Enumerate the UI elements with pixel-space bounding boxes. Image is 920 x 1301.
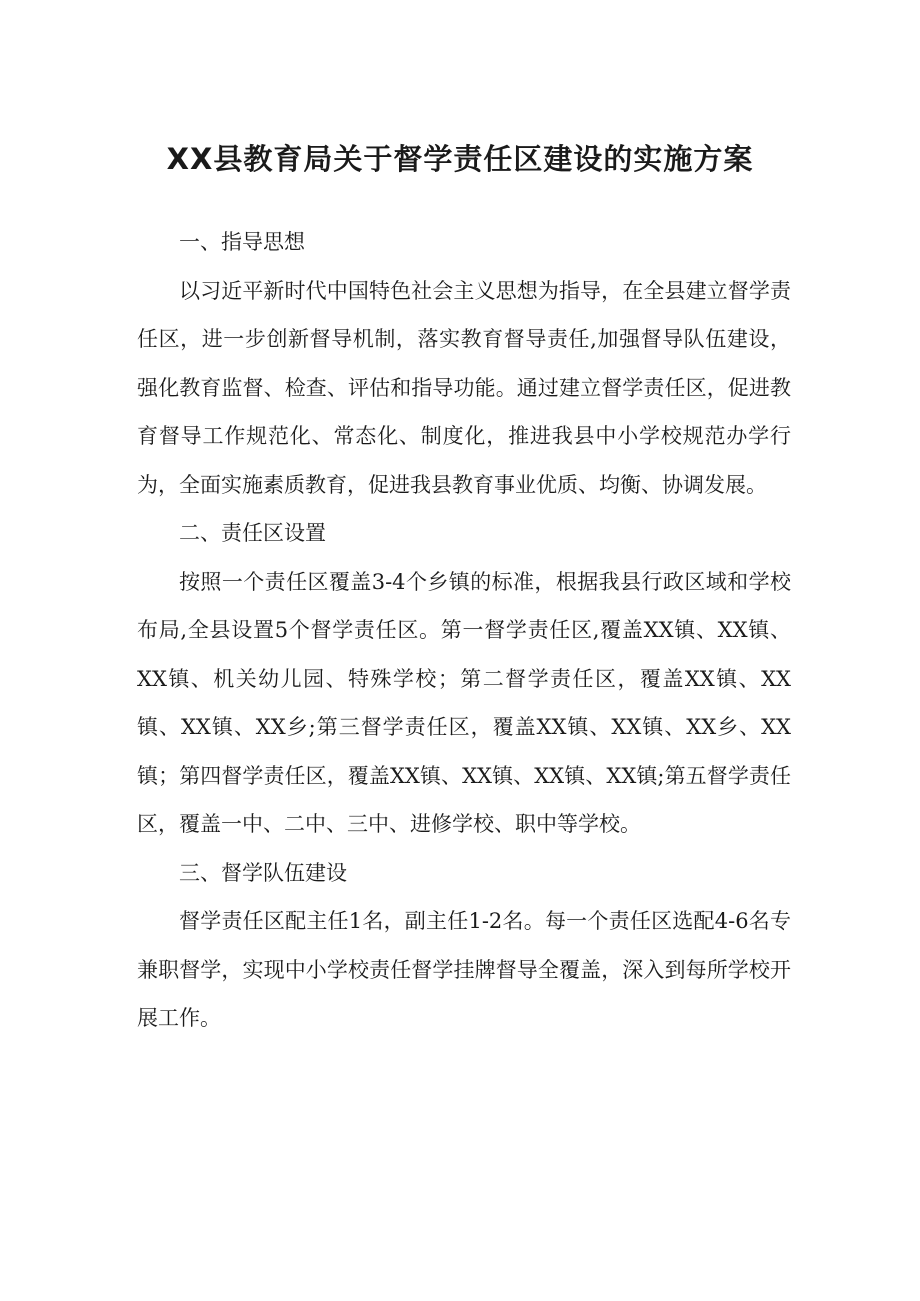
- section-paragraph-team-building: 督学责任区配主任1名，副主任1-2名。每一个责任区选配4-6名专兼职督学，实现中小学校责任督学挂牌督导全覆盖，深入到每所学校开展工作。: [137, 909, 791, 1030]
- document-title: XX县教育局关于督学责任区建设的实施方案: [166, 142, 754, 176]
- section-paragraph-zone-setup: 按照一个责任区覆盖3-4个乡镇的标准，根据我县行政区域和学校布局,全县设置5个督学责任区。第一督学责任区,覆盖XX镇、XX镇、XX镇、机关幼儿园、特殊学校；第二督学责任区，覆盖XX镇、XX镇、XX镇、XX乡;第三督学责任区，覆盖XX镇、XX镇、XX乡、XX镇；第四督学责任区，覆盖XX镇、XX镇、XX镇、XX镇;第五督学责任区，覆盖一中、二中、三中、进修学校、职中等学校。: [137, 569, 791, 836]
- document-body: [137, 218, 791, 1043]
- section-heading-zone-setup: 二、责任区设置: [179, 521, 326, 545]
- section-paragraph-guiding-ideology: 以习近平新时代中国特色社会主义思想为指导，在全县建立督学责任区，进一步创新督导机制，落实教育督导责任,加强督导队伍建设，强化教育监督、检查、评估和指导功能。通过建立督学责任区，促进教育督导工作规范化、常态化、制度化，推进我县中小学校规范办学行为，全面实施素质教育，促进我县教育事业优质、均衡、协调发展。: [137, 278, 791, 497]
- section-heading-team-building: 三、督学队伍建设: [179, 860, 347, 885]
- section-heading-guiding-ideology: 一、指导思想: [179, 230, 305, 254]
